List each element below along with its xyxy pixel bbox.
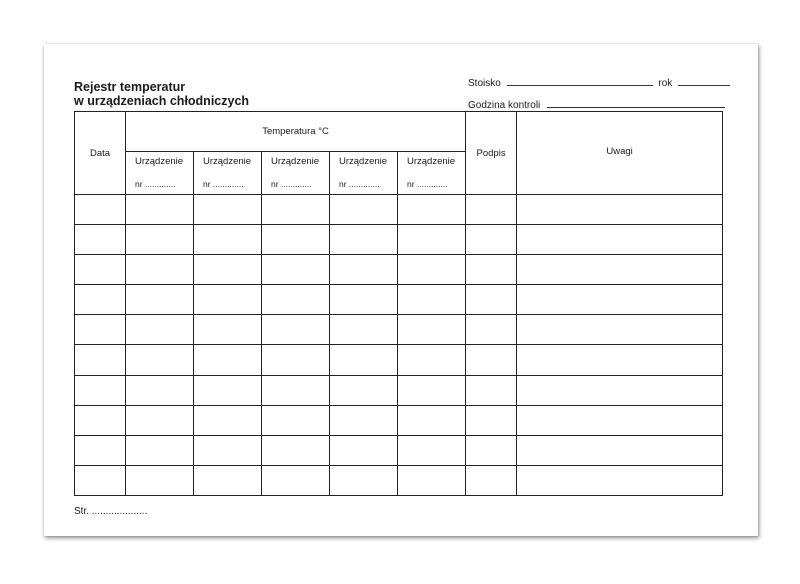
header-uwagi: Uwagi (517, 112, 723, 195)
temp-cell-1[interactable] (126, 435, 194, 465)
temp-cell-2[interactable] (194, 345, 262, 375)
temp-cell-1[interactable] (126, 195, 194, 225)
table-row (75, 435, 723, 465)
stoisko-input-line[interactable] (507, 76, 653, 86)
temp-cell-5[interactable] (398, 255, 466, 285)
temp-cell-3[interactable] (262, 405, 330, 435)
temp-cell-5[interactable] (398, 195, 466, 225)
header-data: Data (75, 112, 126, 195)
notes-cell[interactable] (517, 195, 723, 225)
device-label: Urządzenie (407, 156, 456, 168)
table-row (75, 345, 723, 375)
temp-cell-1[interactable] (126, 465, 194, 495)
device-label: Urządzenie (135, 156, 184, 168)
date-cell[interactable] (75, 195, 126, 225)
temp-cell-3[interactable] (262, 285, 330, 315)
date-cell[interactable] (75, 435, 126, 465)
temp-cell-3[interactable] (262, 255, 330, 285)
signature-cell[interactable] (466, 315, 517, 345)
temp-cell-1[interactable] (126, 225, 194, 255)
temp-cell-1[interactable] (126, 285, 194, 315)
table-row (75, 285, 723, 315)
device-label: Urządzenie (339, 156, 388, 168)
header-temperature: Temperatura °C (126, 112, 466, 152)
notes-cell[interactable] (517, 375, 723, 405)
table-row (75, 405, 723, 435)
temp-cell-4[interactable] (330, 195, 398, 225)
device-header-2 (194, 152, 262, 195)
table-row (75, 195, 723, 225)
temp-cell-3[interactable] (262, 375, 330, 405)
temp-cell-5[interactable] (398, 465, 466, 495)
header-row-1 (75, 112, 723, 152)
date-cell[interactable] (75, 375, 126, 405)
temp-cell-5[interactable] (398, 345, 466, 375)
device-label: Urządzenie (271, 156, 320, 168)
temp-cell-4[interactable] (330, 465, 398, 495)
temp-cell-2[interactable] (194, 435, 262, 465)
godzina-field (468, 98, 725, 111)
temp-cell-5[interactable] (398, 315, 466, 345)
godzina-label: Godzina kontroli (468, 100, 541, 111)
temp-cell-3[interactable] (262, 465, 330, 495)
stoisko-label: Stoisko (468, 78, 501, 89)
table-row (75, 225, 723, 255)
temp-cell-3[interactable] (262, 315, 330, 345)
signature-cell[interactable] (466, 225, 517, 255)
temperature-table (74, 111, 723, 496)
stoisko-field (468, 76, 730, 89)
temp-cell-4[interactable] (330, 225, 398, 255)
temp-cell-2[interactable] (194, 225, 262, 255)
notes-cell[interactable] (517, 225, 723, 255)
form-sheet (44, 44, 758, 536)
device-number[interactable]: nr ............. (407, 179, 448, 190)
signature-cell[interactable] (466, 285, 517, 315)
date-cell[interactable] (75, 255, 126, 285)
device-number[interactable]: nr ............. (135, 179, 176, 190)
date-cell[interactable] (75, 225, 126, 255)
temp-cell-1[interactable] (126, 345, 194, 375)
signature-cell[interactable] (466, 345, 517, 375)
signature-cell[interactable] (466, 405, 517, 435)
temp-cell-3[interactable] (262, 345, 330, 375)
temp-cell-4[interactable] (330, 375, 398, 405)
device-number[interactable]: nr ............. (203, 179, 244, 190)
table-body (75, 195, 723, 496)
device-number[interactable]: nr ............. (271, 179, 312, 190)
temp-cell-5[interactable] (398, 375, 466, 405)
device-number[interactable]: nr ............. (339, 179, 380, 190)
title-line-2: w urządzeniach chłodniczych (74, 94, 250, 108)
table-row (75, 375, 723, 405)
date-cell[interactable] (75, 315, 126, 345)
temp-cell-4[interactable] (330, 255, 398, 285)
temp-cell-5[interactable] (398, 285, 466, 315)
notes-cell[interactable] (517, 315, 723, 345)
temp-cell-4[interactable] (330, 345, 398, 375)
title-line-1: Rejestr temperatur (74, 80, 186, 94)
temp-cell-2[interactable] (194, 375, 262, 405)
device-header-5 (398, 152, 466, 195)
rok-label: rok (658, 78, 673, 89)
temp-cell-3[interactable] (262, 225, 330, 255)
notes-cell[interactable] (517, 405, 723, 435)
signature-cell[interactable] (466, 435, 517, 465)
form-title (74, 80, 249, 108)
notes-cell[interactable] (517, 255, 723, 285)
temp-cell-3[interactable] (262, 435, 330, 465)
temp-cell-2[interactable] (194, 315, 262, 345)
notes-cell[interactable] (517, 345, 723, 375)
temp-cell-1[interactable] (126, 405, 194, 435)
table-row (75, 315, 723, 345)
godzina-input-line[interactable] (547, 98, 725, 108)
temp-cell-3[interactable] (262, 195, 330, 225)
temp-cell-4[interactable] (330, 315, 398, 345)
temp-cell-4[interactable] (330, 405, 398, 435)
temp-cell-2[interactable] (194, 285, 262, 315)
table-row (75, 465, 723, 495)
date-cell[interactable] (75, 285, 126, 315)
date-cell[interactable] (75, 465, 126, 495)
signature-cell[interactable] (466, 255, 517, 285)
date-cell[interactable] (75, 345, 126, 375)
notes-cell[interactable] (517, 435, 723, 465)
page-number-field: Str. .................... (74, 506, 148, 517)
notes-cell[interactable] (517, 465, 723, 495)
temp-cell-2[interactable] (194, 405, 262, 435)
temp-cell-5[interactable] (398, 435, 466, 465)
temp-cell-1[interactable] (126, 255, 194, 285)
temp-cell-2[interactable] (194, 465, 262, 495)
signature-cell[interactable] (466, 195, 517, 225)
temp-cell-4[interactable] (330, 435, 398, 465)
date-cell[interactable] (75, 405, 126, 435)
temp-cell-4[interactable] (330, 285, 398, 315)
table-row (75, 255, 723, 285)
device-header-4 (330, 152, 398, 195)
device-label: Urządzenie (203, 156, 252, 168)
temp-cell-1[interactable] (126, 315, 194, 345)
rok-input-line[interactable] (678, 76, 730, 86)
device-header-3 (262, 152, 330, 195)
signature-cell[interactable] (466, 465, 517, 495)
temp-cell-2[interactable] (194, 255, 262, 285)
notes-cell[interactable] (517, 285, 723, 315)
signature-cell[interactable] (466, 375, 517, 405)
temp-cell-1[interactable] (126, 375, 194, 405)
temp-cell-5[interactable] (398, 405, 466, 435)
header-podpis: Podpis (466, 112, 517, 195)
temp-cell-5[interactable] (398, 225, 466, 255)
device-header-1 (126, 152, 194, 195)
temp-cell-2[interactable] (194, 195, 262, 225)
